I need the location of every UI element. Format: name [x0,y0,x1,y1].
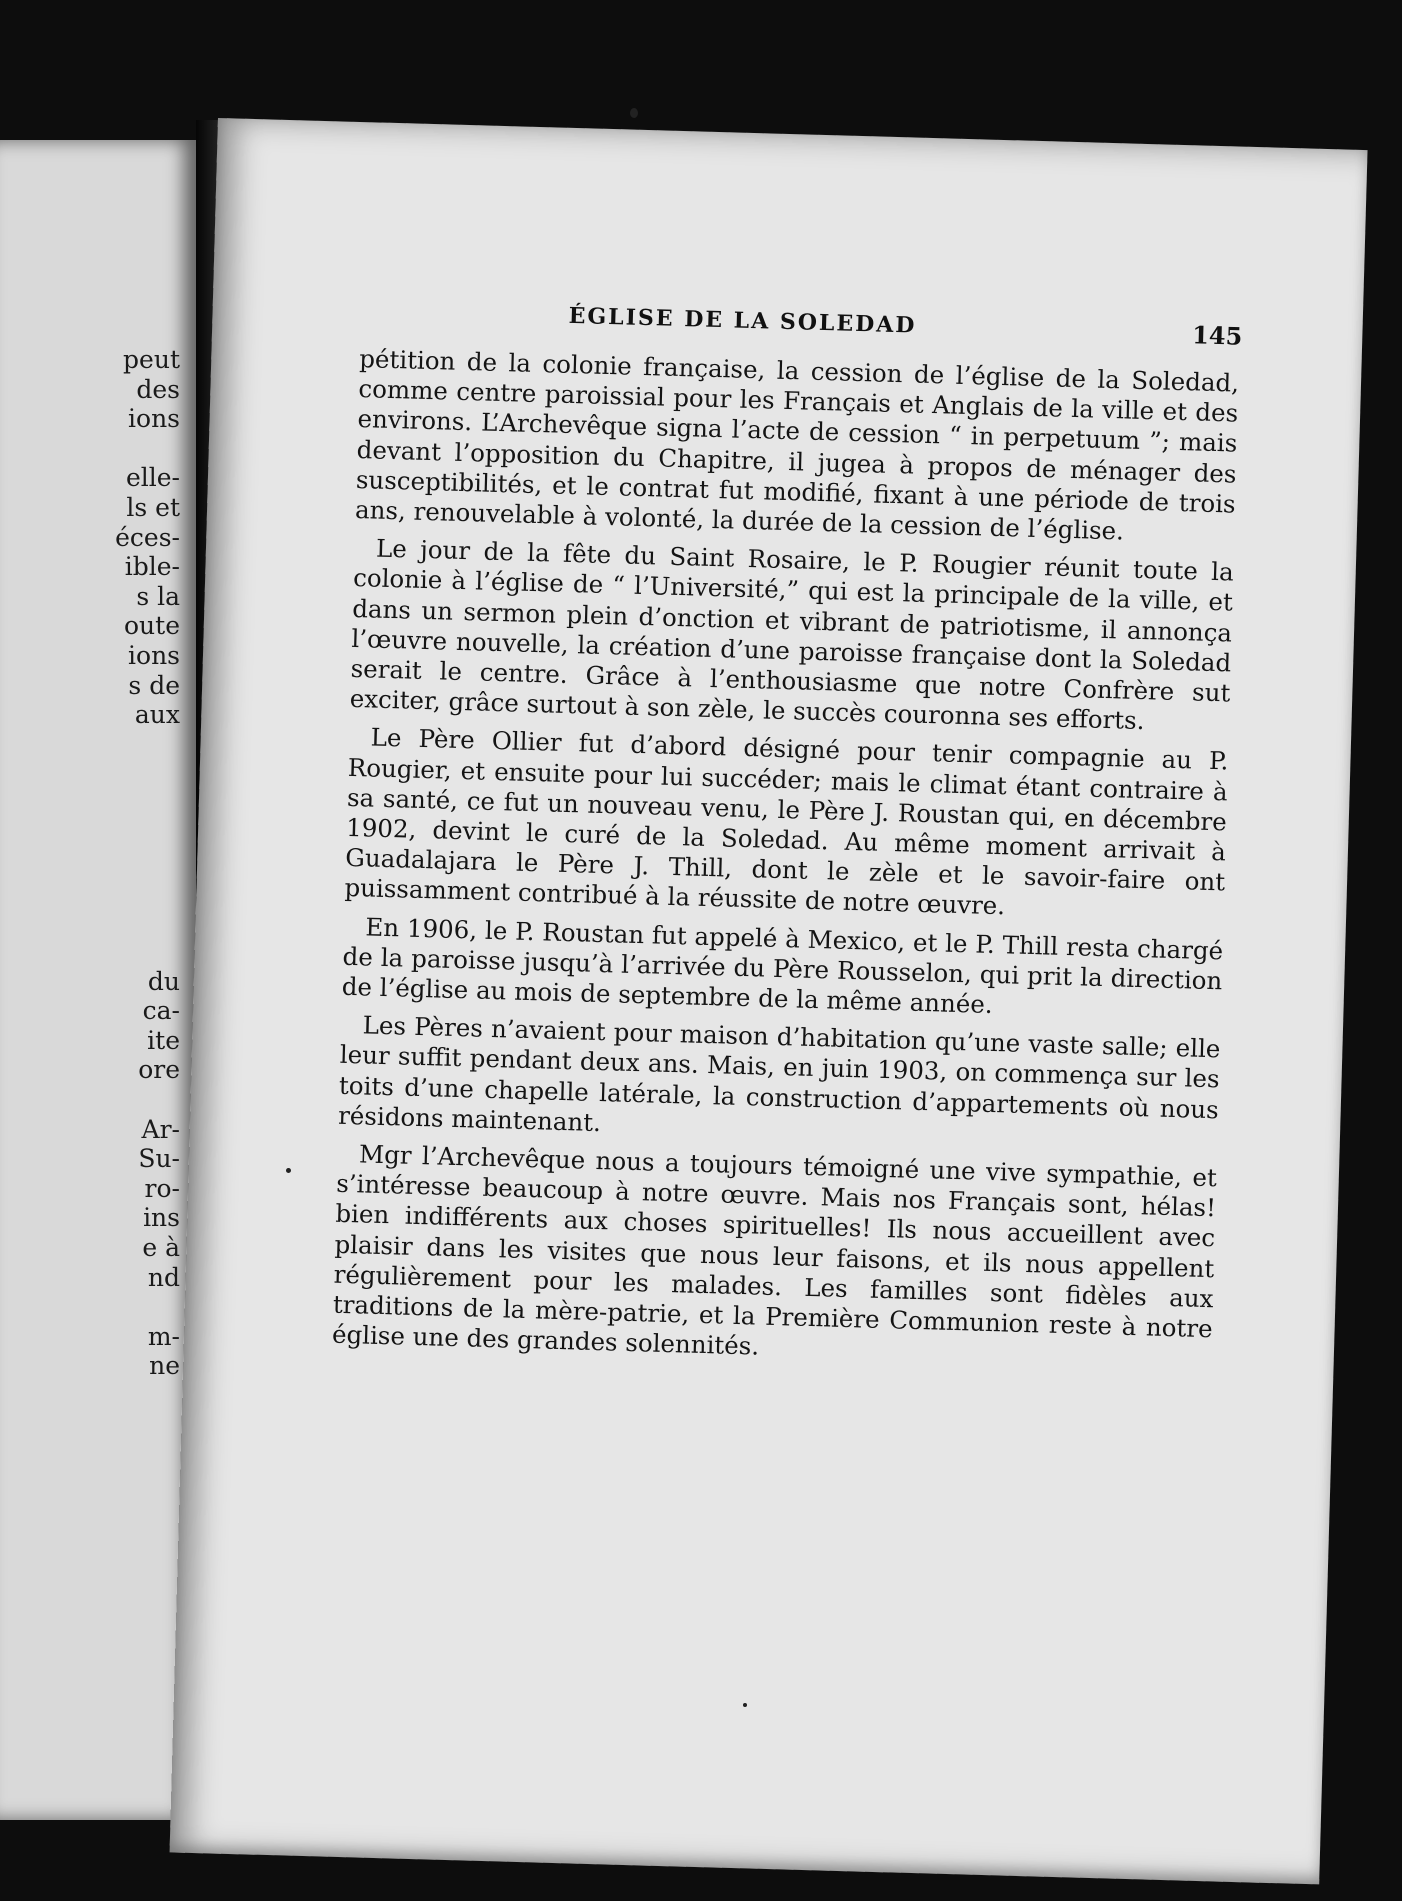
left-page-line: ite [147,1025,180,1055]
left-page-line: ions [128,404,180,434]
left-page-line: s de [128,670,180,700]
left-page-line: éces- [115,522,180,552]
scan-speck [286,1168,291,1173]
left-page-line: s la [136,581,180,611]
scan-speck [630,108,638,118]
left-page-line: ls et [126,493,180,522]
left-page-line: ro- [144,1173,180,1203]
left-page-line: ins [143,1203,180,1233]
left-page-line: ore [138,1055,180,1085]
book-page [170,118,1368,1884]
page-body [331,344,1239,1383]
left-page-line: m- [147,1321,180,1351]
paragraph: En 1906, le P. Roustan fut appelé à Mexico, et le P. Thill resta chargé de la paroisse jusqu’à l’arrivée du Père Rousselon, qui prit la direction de l’église au mois de septembre de la même année. [341,912,1224,1020]
left-page-line: peut [123,345,180,374]
left-page-line: oute [124,611,180,641]
left-page-line: Su- [138,1144,180,1174]
left-page-line: des [136,374,180,404]
scan-speck [743,1703,747,1707]
left-page-line: ne [149,1351,180,1381]
paragraph: Le jour de la fête du Saint Rosaire, le P. Rougier réunit toute la colonie à l’église de “ l’Université,” qui est la principale de la ville, et dans un sermon plein d’onction et vibrant de patriotisme, il annonça l’œuvre nouvelle, la création d’une paroisse française dont la Soledad serait le centre. Grâce à l’enthousiasme que notre Confrère sut exciter, grâce surtout à son zèle, le succès couronna ses efforts. [349,533,1235,736]
page-number: 145 [1191,320,1243,351]
running-title: ÉGLISE DE LA SOLEDAD [568,302,917,339]
left-page-line: Ar- [141,1114,180,1144]
paragraph: Les Pères n’avaient pour maison d’habitation qu’une vaste salle; elle leur suffit pendant deux ans. Mais, en juin 1903, on commença sur les toits d’une chapelle latérale, la construction d’appartements où nous résidons maintenant. [337,1010,1221,1137]
paragraph: Mgr l’Archevêque nous a toujours témoigné une vive sympathie, et s’intéresse beaucoup à notre œuvre. Mais nos Français sont, hélas! bien indifférents aux choses spirituelles! Ils nous accueillent avec plaisir dans les visites que nous leur faisons, et ils nous appellent régulièrement pour les malades. Les familles sont fidèles aux traditions de la mère-patrie, et la Première Communion reste à notre église une des grandes solennités. [331,1139,1218,1361]
paragraph: pétition de la colonie française, la cession de l’église de la Soledad, comme centre paroissial pour les Français et Anglais de la ville et des environs. L’Archevêque signa l’acte de cession “ in perpetuum ”; mais devant l’opposition du Chapitre, il jugea à propos de ménager des susceptibilités, et le contrat fut modifié, fixant à une période de trois ans, renouvelable à volonté, la durée de la cession de l’église. [354,344,1240,546]
paragraph: Le Père Ollier fut d’abord désigné pour tenir compagnie au P. Rougier, et ensuite pour lui succéder; mais le climat étant contraire à sa santé, ce fut un nouveau venu, le Père J. Roustan qui, en décembre 1902, devint le curé de la Soledad. Au même moment arrivait à Guadalajara le Père J. Thill, dont le zèle et le savoir-faire ont puissamment contribué à la réussite de notre œuvre. [344,722,1229,921]
left-page-line: aux [134,700,180,730]
left-page-line: ca- [142,996,180,1026]
left-page-line: e à [142,1233,180,1262]
left-page-line: du [147,966,180,996]
left-page-line: ible- [124,552,180,582]
left-page-line: ions [128,641,180,670]
left-page-line: nd [147,1262,180,1292]
left-page-line: elle- [125,463,180,493]
previous-page-fragment [0,140,198,1820]
